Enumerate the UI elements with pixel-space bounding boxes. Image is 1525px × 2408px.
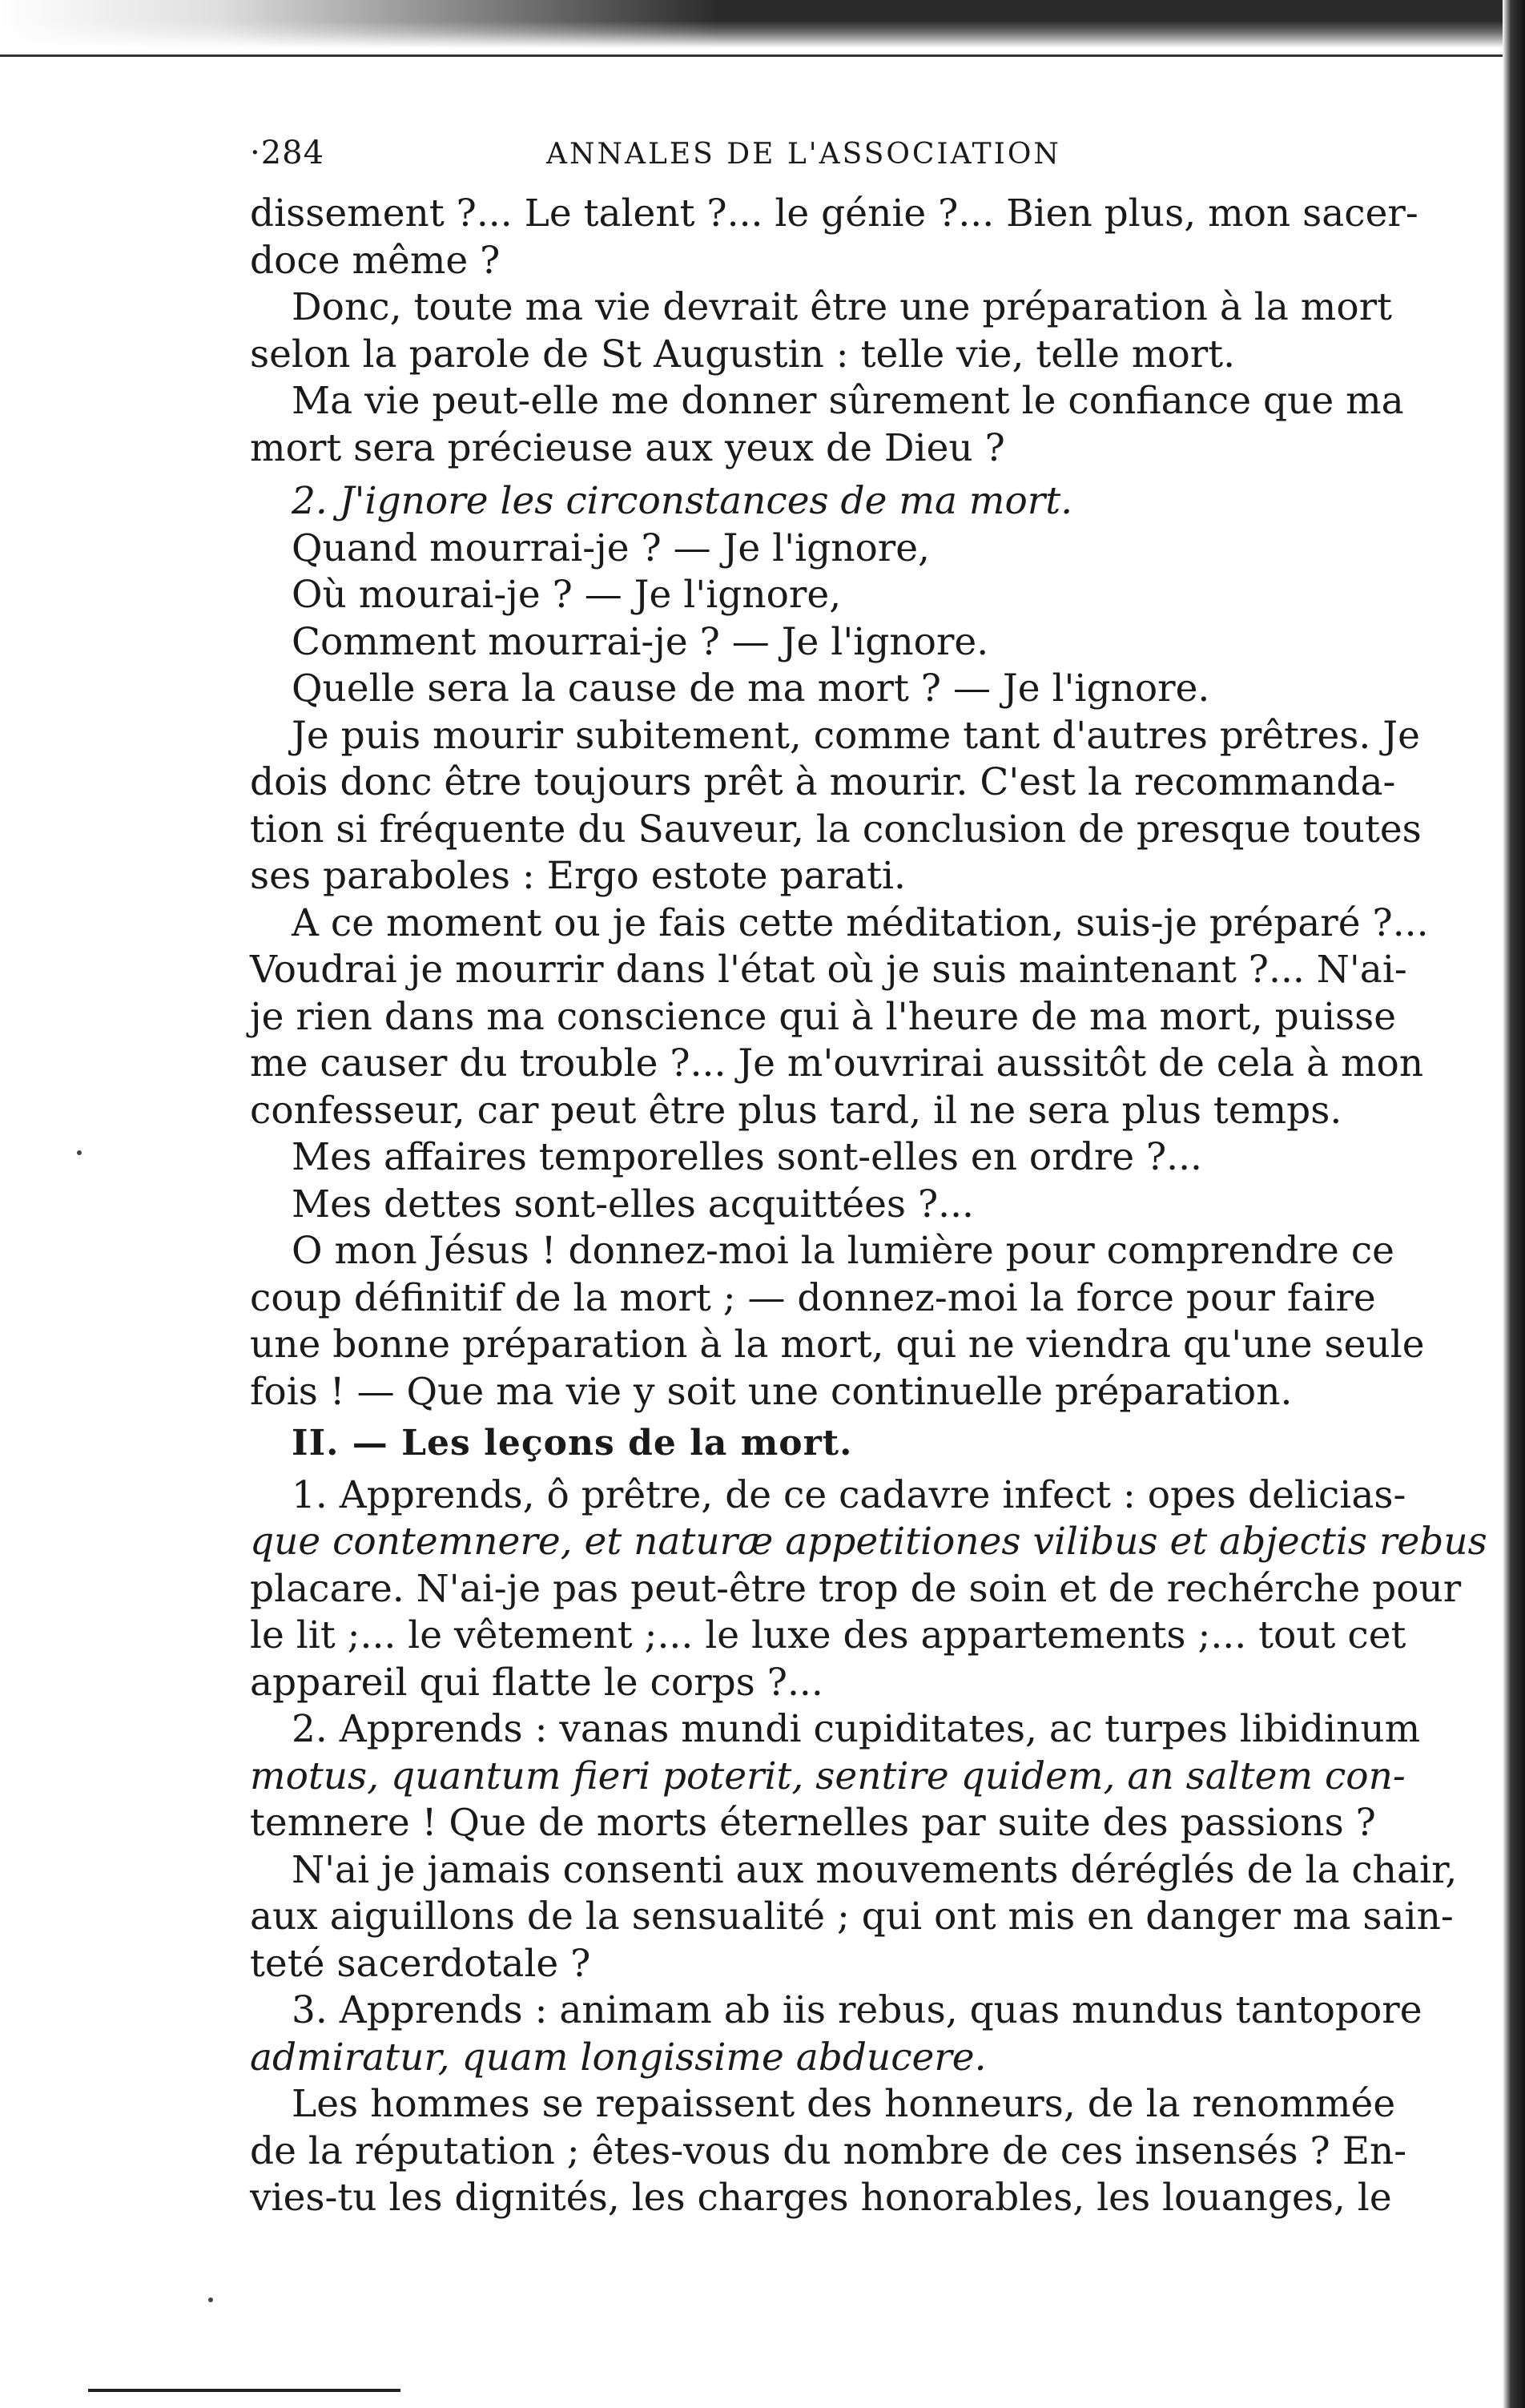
text-line: fois ! — Que ma vie y soit une continuelle préparation. [250, 1369, 1293, 1414]
text-line: teté sacerdotale ? [250, 1941, 591, 1986]
text-line: aux aiguillons de la sensualité ; qui ont mis en danger ma sain- [250, 1895, 1454, 1939]
text-line: Quelle sera la cause de ma mort ? — Je l'ignore. [292, 666, 1210, 711]
text-line: admiratur, quam longissime abducere. [250, 2035, 987, 2080]
text-line: Où mourai-je ? — Je l'ignore, [292, 573, 842, 617]
scan-frame-rule [0, 54, 1506, 57]
text-line: Les hommes se repaissent des honneurs, de la renommée [292, 2082, 1396, 2126]
page-number: ·284 [250, 135, 325, 171]
text-line: Je puis mourir subitement, comme tant d'autres prêtres. Je [292, 713, 1420, 758]
text-line: tion si fréquente du Sauveur, la conclusion de presque toutes [250, 807, 1422, 852]
text-line: dissement ?... Le talent ?... le génie ?... Bien plus, mon sacer- [250, 191, 1418, 236]
text-line: 3. Apprends : animam ab iis rebus, quas mundus tantopore [292, 1988, 1422, 2032]
page-header [250, 135, 1355, 191]
text-line: N'ai je jamais consenti aux mouvements déréglés de la chair, [292, 1847, 1458, 1892]
text-line: ses paraboles : Ergo estote parati. [250, 854, 906, 898]
scan-top-fade [0, 0, 721, 48]
text-line: 1. Apprends, ô prêtre, de ce cadavre infect : opes delicias- [292, 1472, 1406, 1517]
section-heading: II. — Les leçons de la mort. [292, 1423, 853, 1464]
margin-speck [208, 2297, 213, 2302]
scan-bottom-rule [88, 2389, 400, 2392]
text-line: 2. Apprends : vanas mundi cupiditates, ac turpes libidinum [292, 1707, 1421, 1751]
text-line: Ma vie peut-elle me donner sûrement le confiance que ma [292, 379, 1404, 423]
text-line: Mes affaires temporelles sont-elles en ordre ?... [292, 1135, 1202, 1179]
text-line: le lit ;... le vêtement ;... le luxe des appartements ;... tout cet [250, 1613, 1406, 1657]
margin-speck [77, 1150, 82, 1155]
text-line: mort sera précieuse aux yeux de Dieu ? [250, 425, 1005, 470]
text-line: Voudrai je mourrir dans l'état où je suis maintenant ?... N'ai- [250, 948, 1407, 992]
text-line: que contemnere, et naturæ appetitiones vilibus et abjectis rebus [250, 1520, 1487, 1564]
text-line: selon la parole de St Augustin : telle vie, telle mort. [250, 332, 1236, 377]
text-line: motus, quantum fieri poterit, sentire quidem, an saltem con- [250, 1754, 1406, 1798]
text-line: de la réputation ; êtes-vous du nombre de ces insensés ? En- [250, 2128, 1407, 2173]
text-line: une bonne préparation à la mort, qui ne viendra qu'une seule [250, 1323, 1425, 1367]
text-line: A ce moment ou je fais cette méditation, suis-je préparé ?... [292, 900, 1429, 945]
text-line: Donc, toute ma vie devrait être une préparation à la mort [292, 285, 1392, 329]
text-line: Mes dettes sont-elles acquittées ?... [292, 1182, 974, 1226]
body-text [250, 191, 1487, 2222]
text-line: Quand mourrai-je ? — Je l'ignore, [292, 525, 930, 570]
text-line: vies-tu les dignités, les charges honorables, les louanges, le [250, 2176, 1392, 2220]
text-line: confesseur, car peut être plus tard, il ne sera plus temps. [250, 1088, 1342, 1133]
scan-right-edge [1503, 0, 1525, 2408]
running-head: ANNALES DE L'ASSOCIATION [546, 138, 1061, 171]
text-line: appareil qui flatte le corps ?... [250, 1660, 823, 1705]
text-line: je rien dans ma conscience qui à l'heure de ma mort, puisse [250, 994, 1397, 1039]
book-page [250, 135, 1487, 2222]
text-line: placare. N'ai-je pas peut-être trop de soin et de rechérche pour [250, 1566, 1462, 1611]
text-line: coup définitif de la mort ; — donnez-moi la force pour faire [250, 1275, 1376, 1320]
text-line: Comment mourrai-je ? — Je l'ignore. [292, 619, 989, 664]
text-line: doce même ? [250, 238, 501, 283]
subsection-heading: 2. J'ignore les circonstances de ma mort. [292, 479, 1073, 523]
text-line: O mon Jésus ! donnez-moi la lumière pour comprendre ce [292, 1229, 1394, 1273]
text-line: dois donc être toujours prêt à mourir. C'est la recommanda- [250, 760, 1396, 804]
text-line: temnere ! Que de morts éternelles par suite des passions ? [250, 1801, 1376, 1845]
text-line: me causer du trouble ?... Je m'ouvrirai aussitôt de cela à mon [250, 1041, 1424, 1085]
